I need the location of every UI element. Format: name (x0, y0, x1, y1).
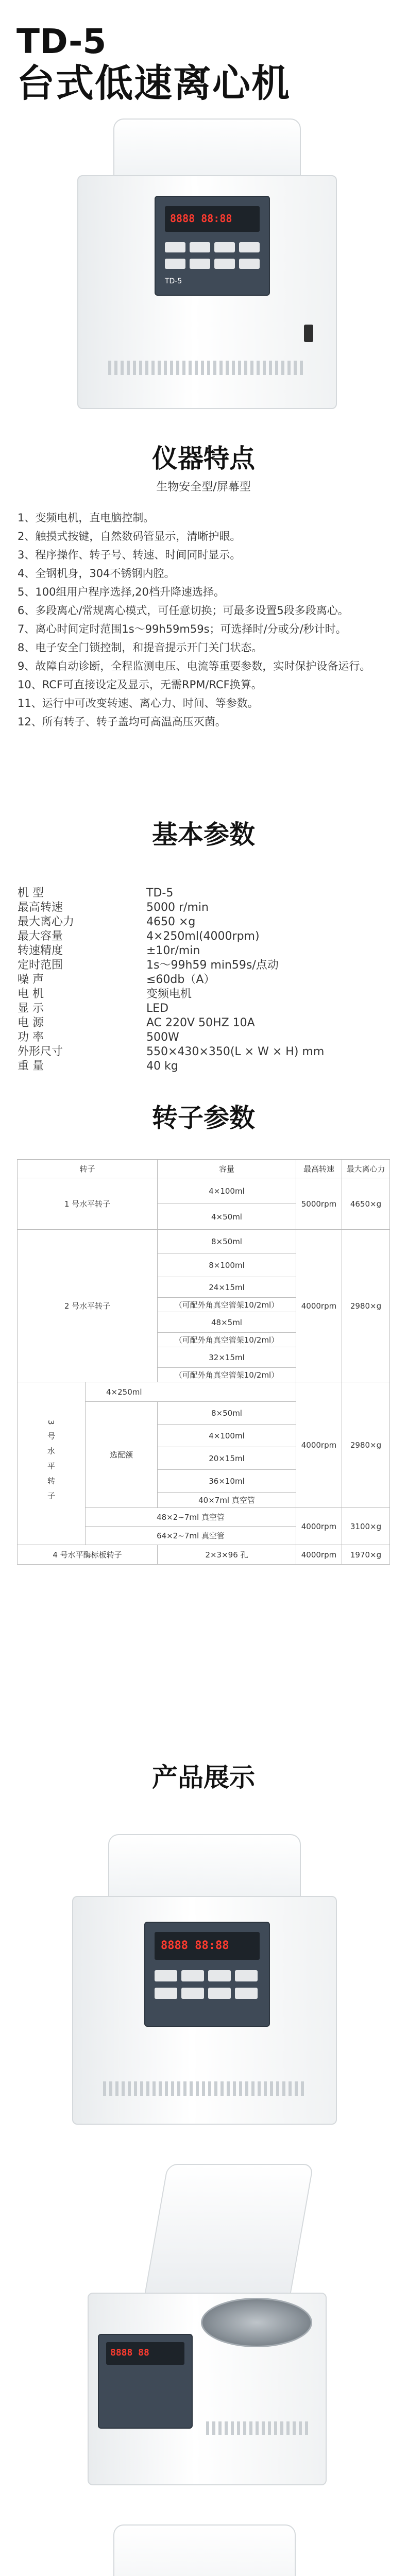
speed-cell: 4000rpm (296, 1230, 342, 1382)
product-title: 台式低速离心机 (16, 61, 291, 106)
param-value: 4×250ml(4000rpm) (146, 930, 260, 943)
panel-button (155, 1988, 177, 1999)
cap-cell: 20×15ml (158, 1447, 296, 1470)
feature-item: 8、电子安全门锁控制，和提音提示开门关门状态。 (18, 641, 263, 654)
control-panel (144, 1922, 270, 2027)
panel-button (235, 1970, 258, 1981)
display (155, 1932, 260, 1960)
param-value: 500W (146, 1031, 179, 1044)
param-row (18, 1059, 388, 1074)
table-row (18, 1178, 390, 1204)
feature-item: 11、运行中可改变转速、离心力、时间、等参数。 (18, 697, 259, 709)
param-value: 40 kg (146, 1060, 178, 1073)
param-label: 重 量 (18, 1060, 44, 1073)
table-header-row (18, 1160, 390, 1178)
param-label: 最大容量 (18, 930, 63, 943)
vent (103, 2081, 304, 2096)
cap-cell: 8×50ml (158, 1402, 296, 1425)
param-row (18, 958, 388, 973)
open-lid (113, 2524, 296, 2576)
param-row (18, 1016, 388, 1030)
gallery-image-open-side (77, 2164, 330, 2483)
param-row (18, 987, 388, 1002)
cap-cell: （可配外角真空管架10/2ml） (158, 1298, 296, 1312)
force-cell: 4650×g (342, 1178, 390, 1230)
speed-cell: 4000rpm (296, 1382, 342, 1508)
cap-cell: （可配外角真空管架10/2ml） (158, 1368, 296, 1382)
param-value: LED (146, 1002, 169, 1015)
chamber (201, 2298, 312, 2347)
table-row (18, 1545, 390, 1565)
display (165, 206, 260, 232)
rotor-name: 2 号水平转子 (18, 1230, 158, 1382)
force-cell: 3100×g (342, 1508, 390, 1545)
param-row (18, 886, 388, 901)
model-title: TD-5 (16, 22, 107, 61)
header-cell: 最高转速 (296, 1160, 342, 1178)
rotor-name: 3号水平转子 (18, 1382, 86, 1545)
param-value: 1s～99h59 min59s/点动 (146, 959, 279, 972)
panel-button (239, 259, 260, 269)
cap-cell: 8×50ml (158, 1230, 296, 1253)
params-list (18, 886, 388, 1074)
cap-cell: 32×15ml (158, 1347, 296, 1368)
param-row (18, 1030, 388, 1045)
table-row (18, 1230, 390, 1253)
cap-cell: 4×50ml (158, 1204, 296, 1230)
param-value: ≤60db（A） (146, 973, 215, 986)
param-label: 定时范围 (18, 959, 63, 972)
cap-cell: 48×5ml (158, 1312, 296, 1333)
display-digits: 8888 88:88 (170, 212, 232, 225)
table-row (18, 1382, 390, 1402)
features-subtitle: 生物安全型/屏幕型 (156, 481, 251, 494)
param-label: 电 源 (18, 1016, 44, 1029)
power-switch (304, 325, 313, 342)
feature-item: 2、触摸式按键，自然数码管显示，清晰护眼。 (18, 530, 241, 543)
param-label: 转速精度 (18, 944, 63, 957)
panel-model-label: TD-5 (165, 277, 182, 285)
cap-cell: 4×250ml (86, 1382, 296, 1402)
header (0, 0, 407, 106)
panel-button (214, 259, 235, 269)
param-row (18, 944, 388, 958)
cap-cell: 36×10ml (158, 1470, 296, 1493)
param-value: 变频电机 (146, 988, 192, 1001)
speed-cell: 4000rpm (296, 1508, 342, 1545)
speed-cell: 5000rpm (296, 1178, 342, 1230)
feature-item: 3、程序操作、转子号、转速、时间同时显示。 (18, 549, 241, 561)
panel-button (235, 1988, 258, 1999)
vent (206, 2421, 309, 2435)
gallery-image-closed (72, 1834, 335, 2123)
hero-centrifuge-image (77, 118, 335, 407)
param-label: 机 型 (18, 887, 44, 900)
feature-item: 7、离心时间定时范围1s～99h59m59s；可选择时/分或分/秒计时。 (18, 623, 347, 635)
param-row (18, 901, 388, 915)
param-row (18, 973, 388, 987)
param-row (18, 1045, 388, 1059)
cap-cell: 64×2~7ml 真空管 (86, 1527, 296, 1545)
force-cell: 2980×g (342, 1382, 390, 1508)
rotors-title: 转子参数 (152, 1103, 255, 1133)
panel-button (208, 1970, 231, 1981)
control-panel (155, 196, 270, 296)
optional-label: 选配额 (86, 1402, 158, 1508)
header-cell: 转子 (18, 1160, 158, 1178)
display-digits: 8888 88 (110, 2347, 149, 2358)
param-label: 最高转速 (18, 901, 63, 914)
cap-cell: 8×100ml (158, 1253, 296, 1277)
rotor-name: 4 号水平酶标板转子 (18, 1545, 158, 1565)
panel-button (190, 259, 210, 269)
cap-cell: 24×15ml (158, 1277, 296, 1298)
param-label: 最大离心力 (18, 916, 75, 928)
feature-item: 6、多段离心/常规离心模式，可任意切换；可最多设置5段多段离心。 (18, 604, 349, 617)
cap-cell: 4×100ml (158, 1178, 296, 1204)
feature-item: 1、变频电机，直电脑控制。 (18, 512, 155, 524)
force-cell: 2980×g (342, 1230, 390, 1382)
features-header (0, 438, 407, 494)
param-row (18, 915, 388, 929)
feature-item: 5、100组用户程序选择,20档升降速选择。 (18, 586, 225, 598)
speed-cell: 4000rpm (296, 1545, 342, 1565)
control-panel (98, 2334, 193, 2429)
param-row (18, 929, 388, 944)
feature-item: 10、RCF可直接设定及显示，无需RPM/RCF换算。 (18, 679, 262, 691)
feature-item: 9、故障自动诊断，全程监测电压、电流等重要参数，实时保护设备运行。 (18, 660, 371, 672)
feature-item: 12、所有转子、转子盖均可高温高压灭菌。 (18, 716, 226, 728)
param-row (18, 1002, 388, 1016)
open-lid (142, 2164, 314, 2310)
cap-cell: 48×2~7ml 真空管 (86, 1508, 296, 1527)
param-label: 外形尺寸 (18, 1045, 63, 1058)
panel-button (181, 1988, 204, 1999)
features-list (18, 510, 388, 733)
header-cell: 最大离心力 (342, 1160, 390, 1178)
rotor-table (17, 1159, 390, 1565)
param-value: 550×430×350(L × W × H) mm (146, 1045, 325, 1058)
gallery-title: 产品展示 (152, 1762, 255, 1792)
cap-cell: 4×100ml (158, 1425, 296, 1447)
panel-button (165, 259, 185, 269)
display (106, 2342, 184, 2365)
param-value: TD-5 (146, 887, 174, 900)
cap-cell: （可配外角真空管架10/2ml） (158, 1333, 296, 1347)
param-value: 4650 ×g (146, 916, 196, 928)
feature-item: 4、全钢机身，304不锈钢内腔。 (18, 567, 175, 580)
force-cell: 1970×g (342, 1545, 390, 1565)
cap-cell: 2×3×96 孔 (158, 1545, 296, 1565)
vent (108, 361, 304, 375)
param-label: 噪 声 (18, 973, 44, 986)
param-value: ±10r/min (146, 944, 200, 957)
param-label: 功 率 (18, 1031, 44, 1044)
panel-button (181, 1970, 204, 1981)
panel-button (155, 1970, 177, 1981)
panel-button (208, 1988, 231, 1999)
param-label: 显 示 (18, 1002, 44, 1015)
panel-button (165, 242, 185, 252)
gallery-image-open-front (67, 2524, 340, 2576)
features-title: 仪器特点 (152, 444, 255, 473)
param-value: 5000 r/min (146, 901, 209, 914)
param-label: 电 机 (18, 988, 44, 1001)
display-digits: 8888 88:88 (161, 1939, 229, 1952)
header-cell: 容量 (158, 1160, 296, 1178)
param-value: AC 220V 50HZ 10A (146, 1016, 255, 1029)
panel-button (190, 242, 210, 252)
panel-button (214, 242, 235, 252)
params-title: 基本参数 (152, 820, 255, 850)
rotor-name: 1 号水平转子 (18, 1178, 158, 1230)
cap-cell: 40×7ml 真空管 (158, 1493, 296, 1508)
panel-button (239, 242, 260, 252)
